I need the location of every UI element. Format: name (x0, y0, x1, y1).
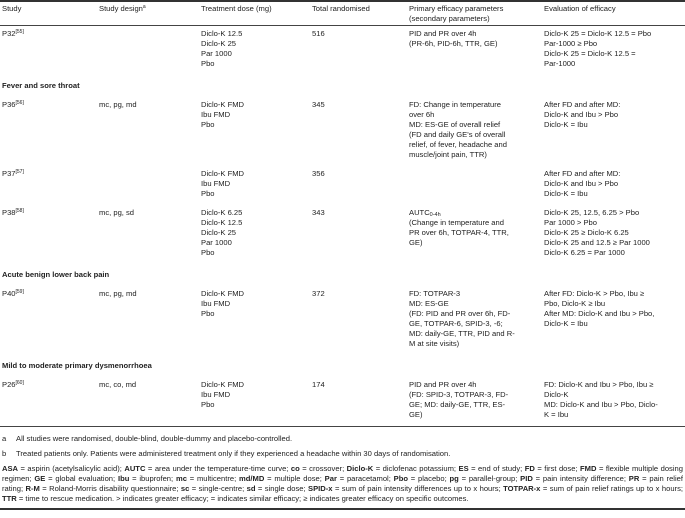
design-cell (97, 26, 199, 76)
primary-line: GE) (409, 238, 423, 247)
table-header-row (0, 3, 685, 26)
study-id: P36 (2, 100, 16, 109)
abbreviation-definition: = sum of pain intensity differences up to x hours; (332, 484, 504, 493)
study-id: P38 (2, 208, 16, 217)
abbreviation-definition: = time to rescue medication. > indicates greater efficacy; = indicates similar efficacy; ≥ indicates greater efficacy on specific outcomes. (16, 494, 469, 503)
treatment-line: Par 1000 (201, 49, 232, 58)
evaluation-line: Diclo-K 25, 12.5, 6.25 > Pbo (544, 208, 640, 217)
header-treatment: Treatment dose (mg) (201, 4, 272, 13)
footnote-b (0, 449, 685, 459)
design-cell (97, 166, 199, 205)
efficacy-table (0, 3, 685, 427)
study-cell (0, 97, 97, 166)
total-cell: 516 (312, 29, 325, 38)
evaluation-line: Diclo-K 25 ≥ Diclo-K 6.25 (544, 228, 629, 237)
treatment-line: Diclo-K FMD (201, 100, 245, 109)
section-heading: Fever and sore throat (2, 81, 80, 90)
treatment-line: Ibu FMD (201, 179, 231, 188)
primary-line: muscle/joint pain, TTR) (409, 150, 487, 159)
table-row (0, 377, 685, 427)
primary-line (409, 208, 540, 218)
abbreviation-term: SPID-x (308, 484, 333, 493)
footnote-marker: a (142, 4, 146, 10)
primary-line: (FD: PID and PR over 6h, FD- (409, 309, 511, 318)
abbreviation-definition: = flexible multiple dosing regimen; (2, 464, 683, 483)
treatment-line: Diclo-K 25 (201, 39, 237, 48)
primary-line: (PR-6h, PID-6h, TTR, GE) (409, 39, 498, 48)
abbreviation-term: FMD (580, 464, 597, 473)
treatment-line: Pbo (201, 189, 215, 198)
abbreviation-definition: = single dose; (255, 484, 309, 493)
study-cell (0, 166, 97, 205)
table-row (0, 286, 685, 355)
evaluation-line: K = Ibu (544, 410, 569, 419)
footnote-text: All studies were randomised, double-blind, double-dummy and placebo-controlled. (16, 434, 293, 443)
evaluation-line: Diclo-K (544, 390, 569, 399)
treatment-line: Diclo-K FMD (201, 169, 245, 178)
evaluation-line: Diclo-K 25 = Diclo-K 12.5 = (544, 49, 636, 58)
treatment-line: Diclo-K FMD (201, 380, 245, 389)
abbreviation-term: pg (449, 474, 459, 483)
table-row (0, 26, 685, 76)
abbreviation-definition: = first dose; (534, 464, 581, 473)
primary-cell (407, 286, 542, 355)
total-cell: 356 (312, 169, 325, 178)
abbreviation-term: PR (628, 474, 640, 483)
primary-cell (407, 166, 542, 205)
evaluation-line: Diclo-K and Ibu > Pbo (544, 110, 619, 119)
abbreviation-definition: = paracetamol; (336, 474, 394, 483)
abbreviation-term: Diclo-K (346, 464, 374, 473)
primary-cell (407, 377, 542, 427)
evaluation-cell (542, 166, 685, 205)
abbreviation-definition: = Roland-Morris disability questionnaire; (39, 484, 181, 493)
abbreviation-term: GE (34, 474, 46, 483)
footnote-key: b (2, 449, 7, 458)
abbreviation-term: sd (246, 484, 256, 493)
study-cell (0, 205, 97, 264)
treatment-line: Diclo-K FMD (201, 289, 245, 298)
footnotes (0, 434, 685, 504)
abbreviation-term: Par (324, 474, 337, 483)
evaluation-cell (542, 97, 685, 166)
treatment-line: Pbo (201, 248, 215, 257)
treatment-line: Pbo (201, 309, 215, 318)
study-cell (0, 26, 97, 76)
study-cell (0, 286, 97, 355)
abbreviation-definition: = crossover; (299, 464, 347, 473)
total-cell: 345 (312, 100, 325, 109)
abbreviation-term: FD (524, 464, 535, 473)
table-row (0, 205, 685, 264)
primary-line: over 6h (409, 110, 435, 119)
abbreviation-definition: = placebo; (407, 474, 450, 483)
primary-line: PR over 6h, TOTPAR-4, TTR, (409, 228, 509, 237)
primary-line: relief, of fever, headache and (409, 140, 507, 149)
primary-line: FD: Change in temperature (409, 100, 502, 109)
study-id: P32 (2, 29, 16, 38)
evaluation-line: MD: Diclo-K and Ibu > Pbo, Diclo- (544, 400, 658, 409)
abbreviation-definition: = global evaluation; (45, 474, 118, 483)
primary-line: (Change in temperature and (409, 218, 504, 227)
treatment-line: Pbo (201, 400, 215, 409)
abbreviation-term: co (290, 464, 300, 473)
treatment-line: Ibu FMD (201, 299, 231, 308)
footnote-a (0, 434, 685, 444)
primary-subscript: 0-4h (429, 212, 441, 218)
treatment-line: Diclo-K 12.5 (201, 218, 243, 227)
primary-line: PID and PR over 4h (409, 380, 477, 389)
abbreviations (0, 464, 685, 504)
treatment-line: Diclo-K 6.25 (201, 208, 243, 217)
header-primary: Primary efficacy parameters (secondary parameters) (409, 4, 504, 23)
design-cell: mc, pg, sd (99, 208, 135, 217)
study-reference: [55] (15, 29, 24, 35)
evaluation-line: Diclo-K = Ibu (544, 319, 588, 328)
study-reference: [59] (15, 289, 24, 295)
evaluation-line: Diclo-K = Ibu (544, 189, 588, 198)
total-cell: 174 (312, 380, 325, 389)
evaluation-line: Diclo-K and Ibu > Pbo (544, 179, 619, 188)
evaluation-line: After FD: Diclo-K > Pbo, Ibu ≥ (544, 289, 645, 298)
primary-cell (407, 26, 542, 76)
treatment-cell (199, 286, 310, 355)
treatment-cell (199, 205, 310, 264)
primary-main: AUTC (409, 208, 430, 217)
evaluation-line: Diclo-K 6.25 = Par 1000 (544, 248, 625, 257)
evaluation-line: After MD: Diclo-K and Ibu > Pbo, (544, 309, 655, 318)
study-reference: [57] (15, 169, 24, 175)
abbreviation-term: Pbo (393, 474, 408, 483)
section-heading: Mild to moderate primary dysmenorrhoea (2, 361, 152, 370)
primary-line: MD: daily-GE, TTR, PID and R- (409, 329, 515, 338)
abbreviation-term: sc (180, 484, 190, 493)
abbreviation-term: R-M (25, 484, 40, 493)
table-row (0, 97, 685, 166)
treatment-line: Pbo (201, 120, 215, 129)
abbreviation-term: md/MD (239, 474, 265, 483)
evaluation-line: Par-1000 ≥ Pbo (544, 39, 598, 48)
header-design (97, 3, 199, 26)
evaluation-line: After FD and after MD: (544, 100, 621, 109)
section-heading: Acute benign lower back pain (2, 270, 110, 279)
primary-line: GE) (409, 410, 423, 419)
abbreviation-term: TOTPAR-x (503, 484, 541, 493)
abbreviation-term: ES (458, 464, 469, 473)
evaluation-cell (542, 205, 685, 264)
primary-line: MD: ES-GE (409, 299, 449, 308)
abbreviation-definition: = sum of pain relief ratings up to x hours; (540, 484, 683, 493)
abbreviation-term: AUTC (124, 464, 146, 473)
treatment-cell (199, 26, 310, 76)
abbreviation-definition: = pain intensity difference; (532, 474, 629, 483)
section-heading-row (0, 75, 685, 97)
abbreviation-definition: = diclofenac potassium; (373, 464, 459, 473)
evaluation-cell (542, 286, 685, 355)
study-id: P40 (2, 289, 16, 298)
total-cell: 343 (312, 208, 325, 217)
treatment-line: Diclo-K 25 (201, 228, 237, 237)
abbreviation-term: mc (175, 474, 187, 483)
study-reference: [60] (15, 380, 24, 386)
evaluation-line: Pbo, Diclo-K ≥ Ibu (544, 299, 606, 308)
treatment-line: Pbo (201, 59, 215, 68)
evaluation-cell (542, 377, 685, 427)
footnote-text: Treated patients only. Patients were administered treatment only if they experienced a headache within 30 days of randomisation. (16, 449, 451, 458)
section-heading-row (0, 355, 685, 377)
study-id: P37 (2, 169, 16, 178)
study-reference: [58] (15, 208, 24, 214)
primary-line: MD: ES-GE of overall relief (409, 120, 501, 129)
abbreviation-definition: = multiple dose; (264, 474, 325, 483)
abbreviation-definition: = area under the temperature-time curve; (145, 464, 291, 473)
treatment-cell (199, 97, 310, 166)
primary-line: (FD and daily GE's of overall (409, 130, 506, 139)
evaluation-line: Par 1000 > Pbo (544, 218, 597, 227)
abbreviation-definition: = multicentre; (186, 474, 239, 483)
abbreviation-definition: = end of study; (468, 464, 525, 473)
table-row (0, 166, 685, 205)
header-evaluation: Evaluation of efficacy (544, 4, 616, 13)
primary-line: PID and PR over 4h (409, 29, 477, 38)
abbreviation-term: TTR (2, 494, 17, 503)
primary-line: (FD: SPID-3, TOTPAR-3, FD- (409, 390, 509, 399)
design-cell: mc, pg, md (99, 289, 137, 298)
study-cell (0, 377, 97, 427)
primary-line: FD: TOTPAR-3 (409, 289, 461, 298)
header-design-label: Study design (99, 4, 143, 13)
evaluation-cell (542, 26, 685, 76)
evaluation-line: After FD and after MD: (544, 169, 621, 178)
primary-line: M at site visits) (409, 339, 460, 348)
primary-line: GE, TOTPAR-6, SPID-3, -6; (409, 319, 503, 328)
treatment-cell (199, 377, 310, 427)
abbreviation-definition: = pain relief rating; (2, 474, 683, 493)
abbreviation-definition: = ibuprofen; (129, 474, 176, 483)
treatment-line: Ibu FMD (201, 390, 231, 399)
treatment-line: Par 1000 (201, 238, 232, 247)
design-cell: mc, pg, md (99, 100, 137, 109)
abbreviation-definition: = single-centre; (189, 484, 247, 493)
header-total: Total randomised (312, 4, 370, 13)
primary-line: GE; MD: daily-GE, TTR, ES- (409, 400, 506, 409)
abbreviation-term: PID (520, 474, 533, 483)
abbreviation-term: ASA (2, 464, 19, 473)
evaluation-line: FD: Diclo-K and Ibu > Pbo, Ibu ≥ (544, 380, 654, 389)
evaluation-line: Diclo-K 25 and 12.5 ≥ Par 1000 (544, 238, 650, 247)
treatment-line: Ibu FMD (201, 110, 231, 119)
design-cell: mc, co, md (99, 380, 137, 389)
abbreviation-definition: = aspirin (acetylsalicylic acid); (18, 464, 125, 473)
evaluation-line: Diclo-K = Ibu (544, 120, 588, 129)
total-cell: 372 (312, 289, 325, 298)
header-study: Study (2, 4, 22, 13)
primary-cell (407, 97, 542, 166)
evaluation-line: Diclo-K 25 = Diclo-K 12.5 = Pbo (544, 29, 652, 38)
abbreviation-term: Ibu (117, 474, 130, 483)
section-heading-row (0, 264, 685, 286)
footnote-key: a (2, 434, 7, 443)
primary-cell (407, 205, 542, 264)
abbreviation-definition: = parallel-group; (458, 474, 521, 483)
evaluation-line: Par-1000 (544, 59, 576, 68)
treatment-cell (199, 166, 310, 205)
study-reference: [56] (15, 100, 24, 106)
treatment-line: Diclo-K 12.5 (201, 29, 243, 38)
study-id: P26 (2, 380, 16, 389)
